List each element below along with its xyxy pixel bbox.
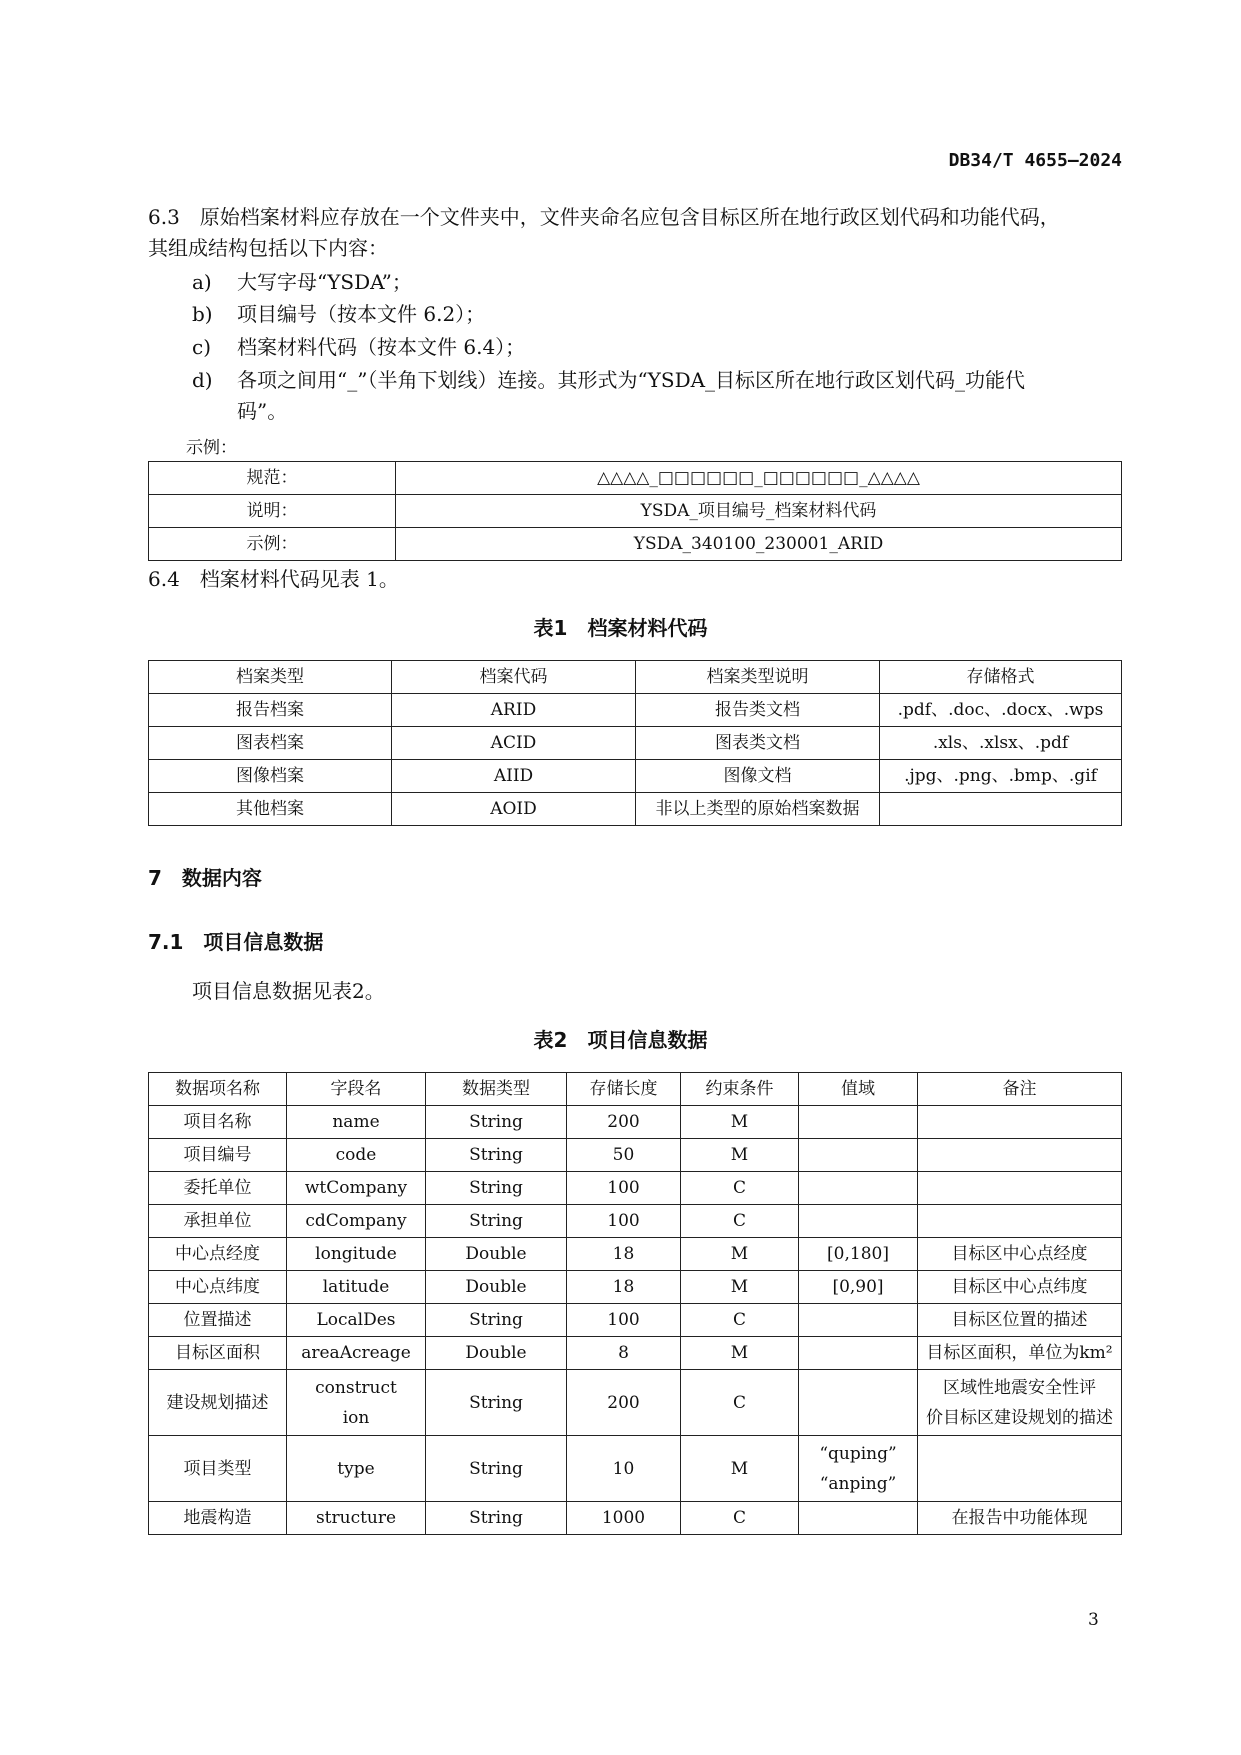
table-cell: C (681, 1370, 799, 1436)
table-cell: 地震构造 (149, 1502, 287, 1535)
table-cell: 报告类文档 (636, 694, 880, 727)
table-cell: 目标区面积，单位为km² (918, 1337, 1122, 1370)
section-7-title: 7 数据内容 (148, 866, 262, 890)
table-cell: 示例： (149, 528, 396, 561)
column-header: 档案类型说明 (636, 661, 880, 694)
table-cell: 目标区面积 (149, 1337, 287, 1370)
table-cell: 100 (567, 1172, 681, 1205)
table-cell: wtCompany (287, 1172, 426, 1205)
naming-example-table (148, 461, 1122, 561)
section-7-1-title: 7.1 项目信息数据 (148, 930, 324, 954)
table-cell: String (426, 1304, 567, 1337)
section-6-3-line1: 6.3 原始档案材料应存放在一个文件夹中，文件夹命名应包含目标区所在地行政区划代码和功能代码， (148, 205, 1060, 229)
table-cell: ARID (392, 694, 636, 727)
table-cell: 承担单位 (149, 1205, 287, 1238)
project-info-table (148, 1072, 1122, 1535)
table-cell: 10 (567, 1436, 681, 1502)
table-header-row (149, 1073, 1122, 1106)
table-cell: 图表档案 (149, 727, 392, 760)
table-cell: C (681, 1304, 799, 1337)
list-item: 档案材料代码（按本文件 6.4）； (237, 335, 526, 359)
section-7-1-text: 项目信息数据见表2。 (192, 979, 385, 1003)
table-cell: String (426, 1106, 567, 1139)
table-cell: .jpg、.png、.bmp、.gif (880, 760, 1122, 793)
table-cell: 图表类文档 (636, 727, 880, 760)
table-cell (799, 1139, 918, 1172)
table-cell: .pdf、.doc、.docx、.wps (880, 694, 1122, 727)
table-cell: AIID (392, 760, 636, 793)
table-cell: Double (426, 1271, 567, 1304)
table-cell: 委托单位 (149, 1172, 287, 1205)
table-row (149, 727, 1122, 760)
table-cell: AOID (392, 793, 636, 826)
table-cell: 项目编号 (149, 1139, 287, 1172)
table-cell: 说明： (149, 495, 396, 528)
table2-caption: 表2 项目信息数据 (533, 1028, 708, 1052)
column-header: 字段名 (287, 1073, 426, 1106)
table-cell: 中心点纬度 (149, 1271, 287, 1304)
archive-code-table (148, 660, 1122, 826)
table-cell: ACID (392, 727, 636, 760)
table-cell: 50 (567, 1139, 681, 1172)
table-cell: latitude (287, 1271, 426, 1304)
table-header-row (149, 661, 1122, 694)
table-row (149, 1304, 1122, 1337)
list-item: 大写字母“YSDA”； (237, 270, 412, 294)
table-cell: [0,90] (799, 1271, 918, 1304)
table-row (149, 1106, 1122, 1139)
table-cell: 其他档案 (149, 793, 392, 826)
table-cell: 位置描述 (149, 1304, 287, 1337)
table-cell: String (426, 1370, 567, 1436)
table-cell: 报告档案 (149, 694, 392, 727)
table-cell: 200 (567, 1370, 681, 1436)
table-cell: 100 (567, 1205, 681, 1238)
table-cell (918, 1205, 1122, 1238)
table-cell: M (681, 1337, 799, 1370)
table-cell (799, 1172, 918, 1205)
table-cell (799, 1205, 918, 1238)
list-item: 各项之间用“_”（半角下划线）连接。其形式为“YSDA_目标区所在地行政区划代码_功能代 (237, 368, 1026, 392)
table-cell: String (426, 1502, 567, 1535)
table-cell (799, 1337, 918, 1370)
table-row (149, 1139, 1122, 1172)
table-cell (799, 1106, 918, 1139)
table-cell (918, 1139, 1122, 1172)
table-cell: 100 (567, 1304, 681, 1337)
table-row (149, 1271, 1122, 1304)
table-cell (918, 1106, 1122, 1139)
table-cell: construct ion (287, 1370, 426, 1436)
table-row (149, 462, 1122, 495)
table-cell: cdCompany (287, 1205, 426, 1238)
table-cell: C (681, 1502, 799, 1535)
list-item-continuation: 码”。 (237, 399, 288, 423)
table-cell: type (287, 1436, 426, 1502)
table-cell: String (426, 1205, 567, 1238)
table-row (149, 760, 1122, 793)
table-cell: areaAcreage (287, 1337, 426, 1370)
column-header: 备注 (918, 1073, 1122, 1106)
column-header: 数据项名称 (149, 1073, 287, 1106)
table-cell: 8 (567, 1337, 681, 1370)
table-cell: [0,180] (799, 1238, 918, 1271)
table-cell: code (287, 1139, 426, 1172)
column-header: 数据类型 (426, 1073, 567, 1106)
table-cell: M (681, 1139, 799, 1172)
list-marker: d) (192, 368, 213, 392)
table-cell (880, 793, 1122, 826)
list-marker: c) (192, 335, 212, 359)
table-cell: 18 (567, 1238, 681, 1271)
table-cell: 目标区中心点纬度 (918, 1271, 1122, 1304)
page-number: 3 (1088, 1610, 1099, 1630)
table-row (149, 694, 1122, 727)
table-cell: 项目名称 (149, 1106, 287, 1139)
table-cell: M (681, 1106, 799, 1139)
table-cell: YSDA_340100_230001_ARID (396, 528, 1122, 561)
column-header: 约束条件 (681, 1073, 799, 1106)
table-cell: C (681, 1205, 799, 1238)
table-cell: M (681, 1238, 799, 1271)
table-cell: name (287, 1106, 426, 1139)
table-cell: △△△△_□□□□□□_□□□□□□_△△△△ (396, 462, 1122, 495)
table-row (149, 1436, 1122, 1502)
table-row (149, 1337, 1122, 1370)
table-cell: .xls、.xlsx、.pdf (880, 727, 1122, 760)
table-cell: Double (426, 1238, 567, 1271)
table-cell: String (426, 1436, 567, 1502)
list-marker: a) (192, 270, 212, 294)
document-code: DB34/T 4655—2024 (948, 150, 1122, 171)
table-cell (799, 1502, 918, 1535)
list-marker: b) (192, 302, 213, 326)
table-cell: String (426, 1172, 567, 1205)
table-cell: C (681, 1172, 799, 1205)
table-cell: 图像档案 (149, 760, 392, 793)
section-6-4: 6.4 档案材料代码见表 1。 (148, 567, 399, 591)
column-header: 档案类型 (149, 661, 392, 694)
table-cell: 项目类型 (149, 1436, 287, 1502)
column-header: 值域 (799, 1073, 918, 1106)
table-cell: 目标区中心点经度 (918, 1238, 1122, 1271)
section-6-3-line2: 其组成结构包括以下内容： (148, 236, 388, 260)
table-cell: 1000 (567, 1502, 681, 1535)
table-cell: 非以上类型的原始档案数据 (636, 793, 880, 826)
table-cell: 目标区位置的描述 (918, 1304, 1122, 1337)
column-header: 存储格式 (880, 661, 1122, 694)
table-cell (918, 1172, 1122, 1205)
table-cell: M (681, 1436, 799, 1502)
table-cell: 200 (567, 1106, 681, 1139)
table-row (149, 1370, 1122, 1436)
example-label: 示例： (186, 438, 237, 458)
table-row (149, 528, 1122, 561)
table-cell: “quping” “anping” (799, 1436, 918, 1502)
table-cell: 在报告中功能体现 (918, 1502, 1122, 1535)
table-row (149, 1238, 1122, 1271)
table-cell: LocalDes (287, 1304, 426, 1337)
table-cell (918, 1436, 1122, 1502)
table-cell: 规范： (149, 462, 396, 495)
table-cell: structure (287, 1502, 426, 1535)
table-cell: M (681, 1271, 799, 1304)
list-item: 项目编号（按本文件 6.2）； (237, 302, 486, 326)
table-cell: 图像文档 (636, 760, 880, 793)
table-row (149, 793, 1122, 826)
table-cell (799, 1304, 918, 1337)
table-row (149, 495, 1122, 528)
table-cell: 18 (567, 1271, 681, 1304)
table-cell (799, 1370, 918, 1436)
column-header: 档案代码 (392, 661, 636, 694)
table-cell: 中心点经度 (149, 1238, 287, 1271)
table-cell: 建设规划描述 (149, 1370, 287, 1436)
table-row (149, 1205, 1122, 1238)
table-row (149, 1502, 1122, 1535)
table-row (149, 1172, 1122, 1205)
column-header: 存储长度 (567, 1073, 681, 1106)
table-cell: longitude (287, 1238, 426, 1271)
table-cell: 区域性地震安全性评 价目标区建设规划的描述 (918, 1370, 1122, 1436)
table-cell: Double (426, 1337, 567, 1370)
table1-caption: 表1 档案材料代码 (533, 616, 708, 640)
table-cell: String (426, 1139, 567, 1172)
table-cell: YSDA_项目编号_档案材料代码 (396, 495, 1122, 528)
